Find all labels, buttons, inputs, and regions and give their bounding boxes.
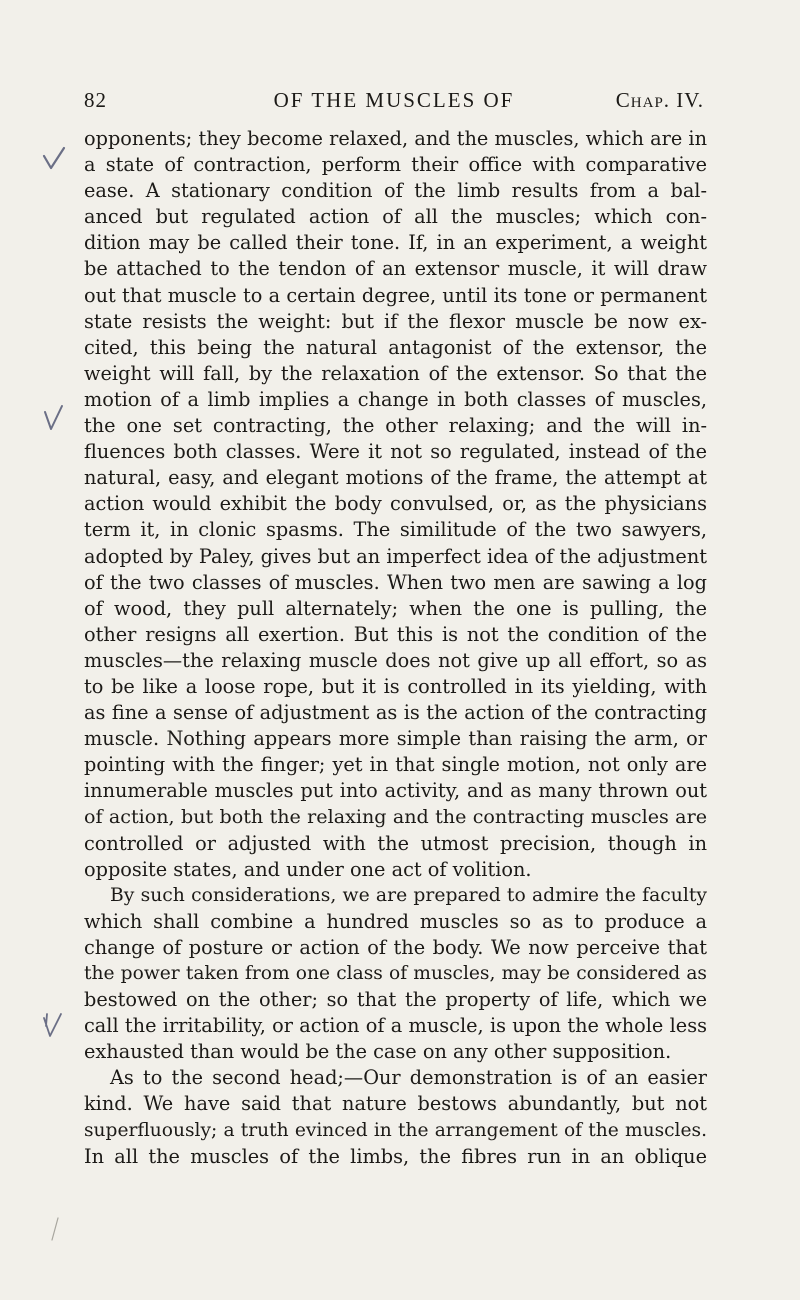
text-line: call the irritability, or action of a muscle, is upon the whole less <box>84 1014 707 1038</box>
running-head <box>84 88 704 118</box>
text-line: cited, this being the natural antagonist of the extensor, the <box>84 335 707 359</box>
text-line: innumerable muscles put into activity, and as many thrown out <box>84 779 707 803</box>
text-line: term it, in clonic spasms. The similitude of the two sawyers, <box>84 518 707 542</box>
text-line: fluences both classes. Were it not so regulated, instead of the <box>84 440 707 464</box>
text-line: to be like a loose rope, but it is controlled in its yielding, with <box>84 674 707 698</box>
text-line: of action, but both the relaxing and the contracting muscles are <box>84 805 707 829</box>
text-line: adopted by Paley, gives but an imperfect idea of the adjustment <box>84 544 707 568</box>
text-line: motion of a limb implies a change in both classes of muscles, <box>84 387 707 411</box>
text-line: muscle. Nothing appears more simple than raising the arm, or <box>84 727 707 751</box>
margin-checkmark <box>38 1008 72 1042</box>
text-line: opponents; they become relaxed, and the muscles, which are in <box>84 127 707 150</box>
margin-pencil-mark <box>38 1212 72 1246</box>
text-line: anced but regulated action of all the muscles; which con- <box>84 205 707 229</box>
text-line: kind. We have said that nature bestows abundantly, but not <box>84 1092 707 1116</box>
text-line: action would exhibit the body convulsed, or, as the physicians <box>84 492 707 516</box>
text-line: be attached to the tendon of an extensor muscle, it will draw <box>84 257 707 281</box>
text-line: as fine a sense of adjustment as is the action of the contracting <box>84 701 707 725</box>
text-line: the power taken from one class of muscles, may be considered as <box>84 963 707 984</box>
margin-checkmark <box>38 142 72 176</box>
text-line: the one set contracting, the other relaxing; and the will in- <box>84 414 707 438</box>
text-line: bestowed on the other; so that the property of life, which we <box>84 988 707 1012</box>
text-line: dition may be called their tone. If, in an experiment, a weight <box>84 231 707 255</box>
text-line: controlled or adjusted with the utmost precision, though in <box>84 831 707 855</box>
text-line: other resigns all exertion. But this is not the condition of the <box>84 622 707 646</box>
text-line: state resists the weight: but if the flexor muscle be now ex- <box>84 309 707 333</box>
text-line: which shall combine a hundred muscles so as to produce a <box>84 909 707 933</box>
text-line: exhausted than would be the case on any other supposition. <box>84 1040 672 1064</box>
text-line: ease. A stationary condition of the limb results from a bal- <box>84 179 707 203</box>
body-text <box>84 126 707 1170</box>
margin-checkmark <box>38 402 72 436</box>
text-line: By such considerations, we are prepared to admire the faculty <box>110 884 707 906</box>
text-line: muscles—the relaxing muscle does not give up all effort, so as <box>84 648 707 672</box>
text-line: In all the muscles of the limbs, the fibres run in an oblique <box>84 1144 707 1168</box>
text-line: of the two classes of muscles. When two men are sawing a log <box>84 570 707 594</box>
text-line: pointing with the finger; yet in that single motion, not only are <box>84 753 707 777</box>
text-line: change of posture or action of the body. We now perceive that <box>84 935 707 959</box>
page-number: 82 <box>84 88 107 112</box>
text-line: opposite states, and under one act of volition. <box>84 857 532 881</box>
text-line: natural, easy, and elegant motions of the frame, the attempt at <box>84 466 707 490</box>
running-title: OF THE MUSCLES OF <box>273 88 515 112</box>
chapter-label: Chap. IV. <box>615 88 704 112</box>
text-line: superfluously; a truth evinced in the arrangement of the muscles. <box>84 1119 707 1141</box>
text-line: of wood, they pull alternately; when the one is pulling, the <box>84 596 707 620</box>
text-line: out that muscle to a certain degree, until its tone or permanent <box>84 283 707 307</box>
text-line: weight will fall, by the relaxation of the extensor. So that the <box>84 361 707 385</box>
text-line: As to the second head;—Our demonstration is of an easier <box>110 1066 707 1090</box>
text-line: a state of contraction, perform their office with comparative <box>84 153 707 177</box>
